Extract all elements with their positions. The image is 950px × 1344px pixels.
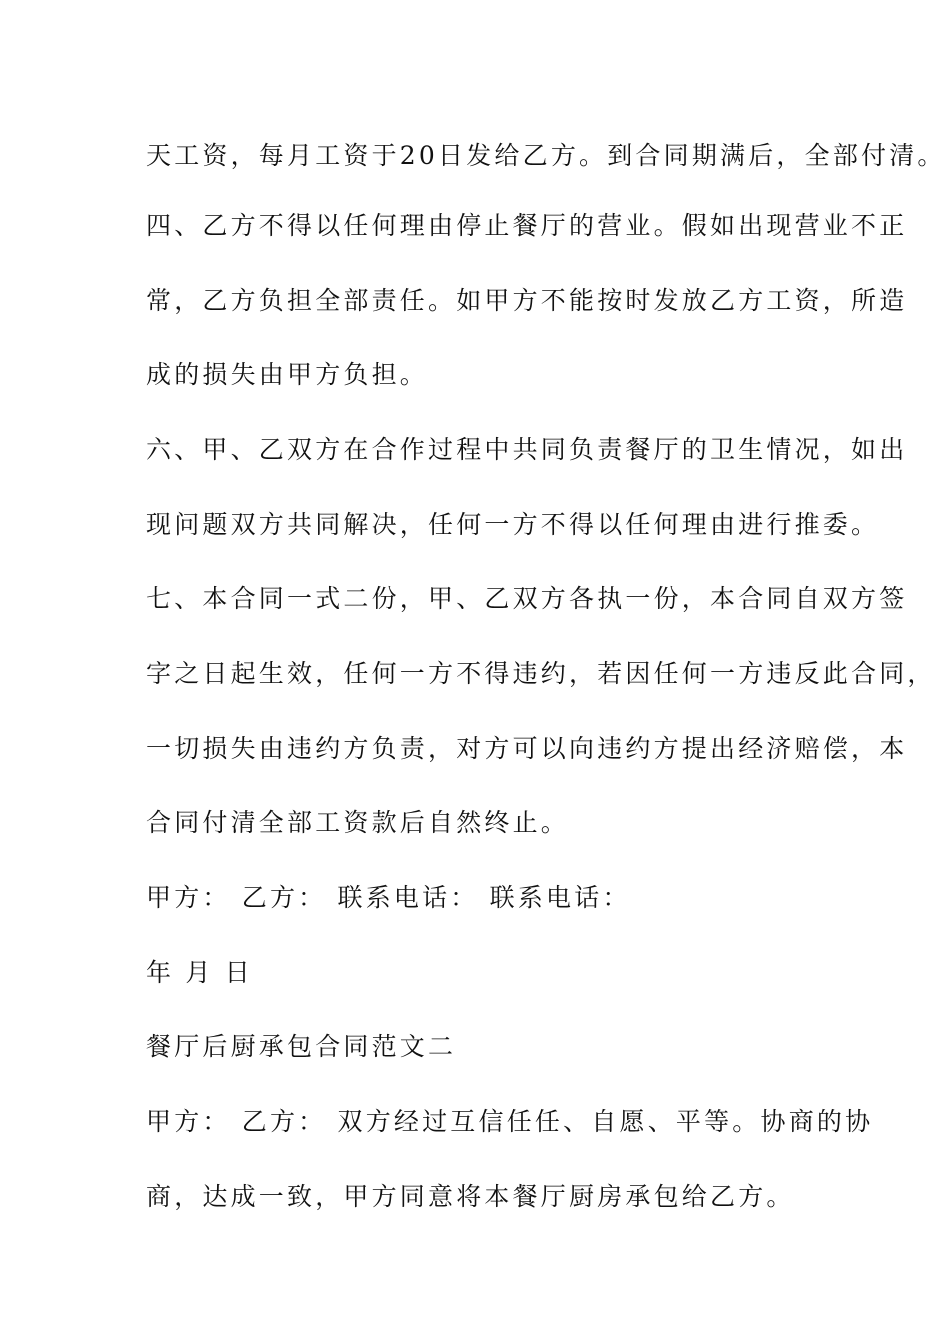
text-line: 字之日起生效，任何一方不得违约，若因任何一方违反此合同， xyxy=(146,659,936,688)
text-line: 合同付清全部工资款后自然终止。 xyxy=(146,808,570,837)
text-line: 六、甲、乙双方在合作过程中共同负责餐厅的卫生情况，如出 xyxy=(146,435,908,464)
text-line: 甲方： 乙方： 双方经过互信任任、自愿、平等。协商的协 xyxy=(146,1107,874,1136)
text-line: 常，乙方负担全部责任。如甲方不能按时发放乙方工资，所造 xyxy=(146,286,908,315)
text-line: 七、本合同一式二份，甲、乙双方各执一份，本合同自双方签 xyxy=(146,584,908,613)
date-line: 年 月 日 xyxy=(146,958,253,987)
text-line: 一切损失由违约方负责，对方可以向违约方提出经济赔偿，本 xyxy=(146,734,908,763)
signature-line: 甲方： 乙方： 联系电话： 联系电话： xyxy=(146,883,631,912)
text-line: 商，达成一致，甲方同意将本餐厅厨房承包给乙方。 xyxy=(146,1182,795,1211)
text-line: 四、乙方不得以任何理由停止餐厅的营业。假如出现营业不正 xyxy=(146,211,908,240)
text-line: 天工资，每月工资于20日发给乙方。到合同期满后，全部付清。 xyxy=(146,141,946,170)
text-line: 现问题双方共同解决，任何一方不得以任何理由进行推委。 xyxy=(146,510,880,539)
section-title: 餐厅后厨承包合同范文二 xyxy=(146,1032,457,1061)
text-line: 成的损失由甲方负担。 xyxy=(146,360,429,389)
